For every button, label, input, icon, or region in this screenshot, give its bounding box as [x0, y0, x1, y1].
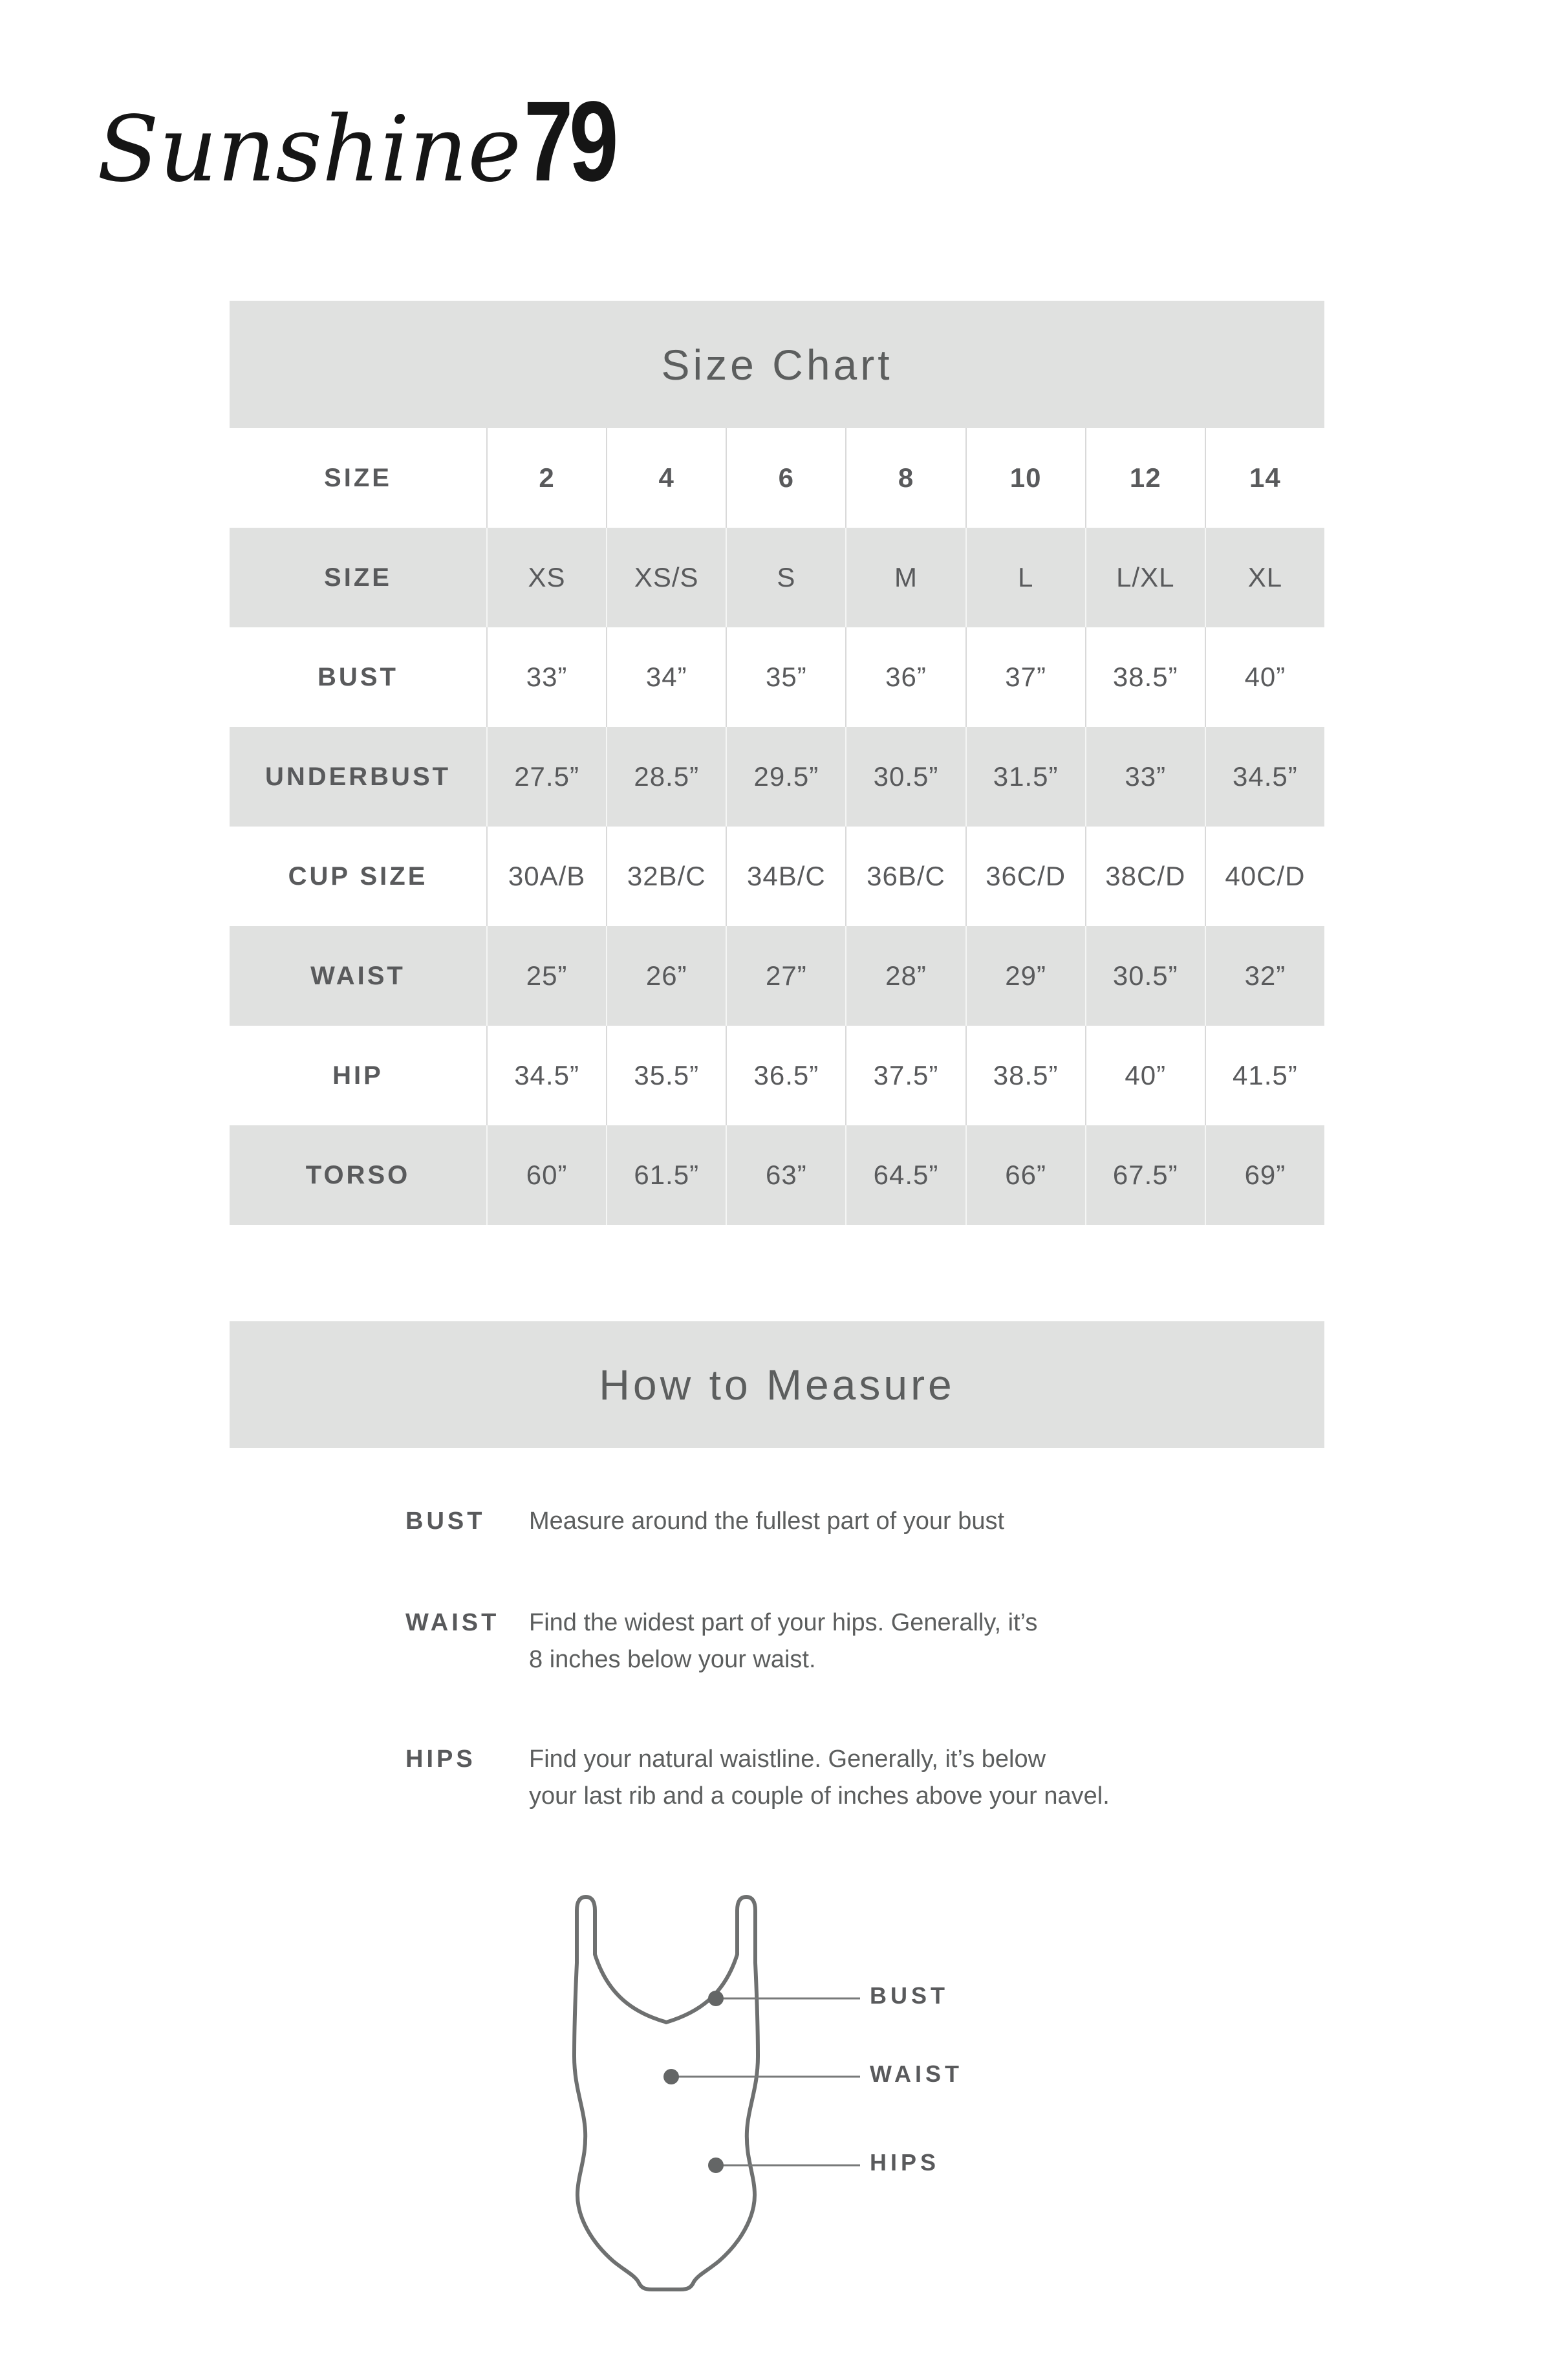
cell-value: 36” [845, 627, 965, 727]
row-label: SIZE [324, 563, 392, 592]
cell-value: 29” [965, 926, 1085, 1026]
cell-value: M [845, 528, 965, 627]
cell-value: 36.5” [726, 1026, 845, 1125]
row-label: TORSO [305, 1160, 411, 1189]
measure-item-label: BUST [405, 1508, 486, 1535]
cell-value: 30.5” [1085, 926, 1205, 1026]
cell-value: L/XL [1085, 528, 1205, 627]
measurement-diagram [569, 1888, 1436, 2309]
cell-value: 37” [965, 627, 1085, 727]
measure-item-label: WAIST [405, 1609, 500, 1636]
cell-value: 41.5” [1205, 1026, 1324, 1125]
size-chart-row [230, 1026, 1324, 1125]
cell-value: 31.5” [965, 727, 1085, 827]
brand-logo-script-text: Sunshine [97, 97, 522, 202]
cell-value: 30A/B [486, 827, 606, 926]
measure-item-line: Find the widest part of your hips. Generally, it’s [529, 1609, 1038, 1636]
measure-item [405, 1503, 1004, 1540]
cell-value: 34B/C [726, 827, 845, 926]
cell-value: 38.5” [965, 1026, 1085, 1125]
cell-value: XL [1205, 528, 1324, 627]
cell-value: S [726, 528, 845, 627]
size-chart-row [230, 727, 1324, 827]
measure-item-line: Measure around the fullest part of your bust [529, 1508, 1005, 1535]
cell-value: 32” [1205, 926, 1324, 1026]
row-label: SIZE [324, 463, 392, 492]
cell-value: 6 [726, 428, 845, 528]
cell-value: 67.5” [1085, 1125, 1205, 1225]
cell-value: 33” [486, 627, 606, 727]
diagram-label: BUST [870, 1982, 949, 2009]
brand-logo-number-text: 79 [524, 78, 615, 205]
row-label: UNDERBUST [264, 762, 451, 791]
measure-item-description [529, 1605, 1037, 1678]
cell-value: 27.5” [486, 727, 606, 827]
cell-value: 63” [726, 1125, 845, 1225]
size-chart-row [230, 428, 1324, 528]
measure-item-description [529, 1741, 1110, 1815]
cell-value: 8 [845, 428, 965, 528]
cell-value: 27” [726, 926, 845, 1026]
row-label: BUST [318, 662, 398, 691]
cell-value: 33” [1085, 727, 1205, 827]
cell-value: 28.5” [606, 727, 726, 827]
cell-value: 60” [486, 1125, 606, 1225]
cell-value: 29.5” [726, 727, 845, 827]
size-chart-row [230, 1125, 1324, 1225]
cell-value: 35.5” [606, 1026, 726, 1125]
cell-value: XS/S [606, 528, 726, 627]
cell-value: 40C/D [1205, 827, 1324, 926]
measure-item-line: Find your natural waistline. Generally, it’s below [529, 1746, 1046, 1773]
cell-value: 64.5” [845, 1125, 965, 1225]
cell-value: 38.5” [1085, 627, 1205, 727]
cell-value: 37.5” [845, 1026, 965, 1125]
cell-value: 14 [1205, 428, 1324, 528]
cell-value: 36B/C [845, 827, 965, 926]
cell-value: L [965, 528, 1085, 627]
cell-value: 10 [965, 428, 1085, 528]
measure-item [405, 1605, 1037, 1678]
row-label: WAIST [310, 961, 405, 990]
cell-value: 38C/D [1085, 827, 1205, 926]
size-chart-row [230, 827, 1324, 926]
size-chart-title: Size Chart [230, 301, 1324, 428]
cell-value: 26” [606, 926, 726, 1026]
measure-item-description [529, 1503, 1004, 1540]
cell-value: 34.5” [486, 1026, 606, 1125]
measure-item-label: HIPS [405, 1746, 476, 1773]
cell-value: 61.5” [606, 1125, 726, 1225]
cell-value: 35” [726, 627, 845, 727]
cell-value: 4 [606, 428, 726, 528]
diagram-label: HIPS [870, 2149, 940, 2176]
measure-item-line: 8 inches below your waist. [529, 1646, 816, 1673]
brand-logo [97, 76, 640, 207]
cell-value: 12 [1085, 428, 1205, 528]
cell-value: 40” [1205, 627, 1324, 727]
size-chart-row [230, 926, 1324, 1026]
row-label: CUP SIZE [288, 861, 428, 891]
cell-value: 28” [845, 926, 965, 1026]
size-chart-table [230, 428, 1324, 1225]
cell-value: 69” [1205, 1125, 1324, 1225]
row-label: HIP [332, 1061, 383, 1090]
how-to-measure-title: How to Measure [230, 1321, 1324, 1448]
cell-value: 40” [1085, 1026, 1205, 1125]
measure-item-line: your last rib and a couple of inches above your navel. [529, 1782, 1110, 1810]
diagram-labels [569, 1888, 1436, 2309]
cell-value: 36C/D [965, 827, 1085, 926]
cell-value: 34” [606, 627, 726, 727]
cell-value: XS [486, 528, 606, 627]
cell-value: 2 [486, 428, 606, 528]
size-chart-row [230, 627, 1324, 727]
measure-item [405, 1741, 1110, 1815]
diagram-label: WAIST [870, 2061, 963, 2087]
cell-value: 66” [965, 1125, 1085, 1225]
size-chart-row [230, 528, 1324, 627]
cell-value: 34.5” [1205, 727, 1324, 827]
cell-value: 30.5” [845, 727, 965, 827]
cell-value: 25” [486, 926, 606, 1026]
cell-value: 32B/C [606, 827, 726, 926]
